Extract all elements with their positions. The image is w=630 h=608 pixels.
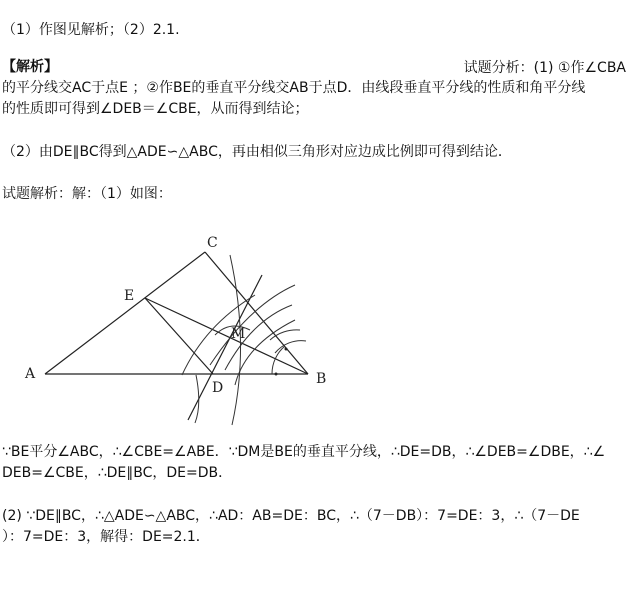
bisector-be: [145, 298, 308, 374]
analysis-line-3: （2）由DE∥BC得到△ADE∽△ABC，再由相似三角形对应边成比例即可得到结论．: [2, 144, 512, 160]
solution2-line-2: ）：7=DE：3，解得：DE=2.1．: [2, 529, 210, 545]
label-b: B: [316, 371, 327, 387]
analysis-line-1: 的平分线交AC于点E ；②作BE的垂直平分线交AB于点D．由线段垂直平分线的性质和角平分线: [2, 80, 586, 96]
tick-point-2: [285, 348, 288, 351]
analysis-line-2: 的性质即可得到∠DEB＝∠CBE，从而得到结论；: [2, 101, 309, 117]
solution1-line-2: DEB=∠CBE，∴DE∥BC，DE=DB．: [2, 465, 233, 481]
label-e: E: [124, 288, 135, 304]
tick-point: [275, 373, 278, 376]
solution2-line-1: (2) ∵DE∥BC，∴△ADE∽△ABC，∴AD：AB=DE：BC，∴（7－DB）：7=DE：3，∴（7－DE: [2, 508, 580, 524]
geometry-figure: [0, 225, 630, 430]
analysis-tag: 【解析】: [2, 59, 58, 75]
solution1-line-1: ∵BE平分∠ABC，∴∠CBE=∠ABE．∵DM是BE的垂直平分线，∴DE=DB，∴∠DEB=∠DBE，∴∠: [2, 444, 606, 460]
label-a: A: [25, 366, 36, 382]
segment-ac: [45, 252, 205, 374]
label-m: M: [231, 326, 246, 342]
analysis-heading: 试题分析：(1) ①作∠CBA: [463, 60, 626, 76]
label-d: D: [212, 380, 224, 396]
segment-de: [145, 298, 213, 374]
label-c: C: [207, 235, 218, 251]
answer-line: （1）作图见解析；（2）2.1.: [2, 22, 180, 38]
solution-intro: 试题解析：解：（1）如图：: [2, 186, 172, 202]
